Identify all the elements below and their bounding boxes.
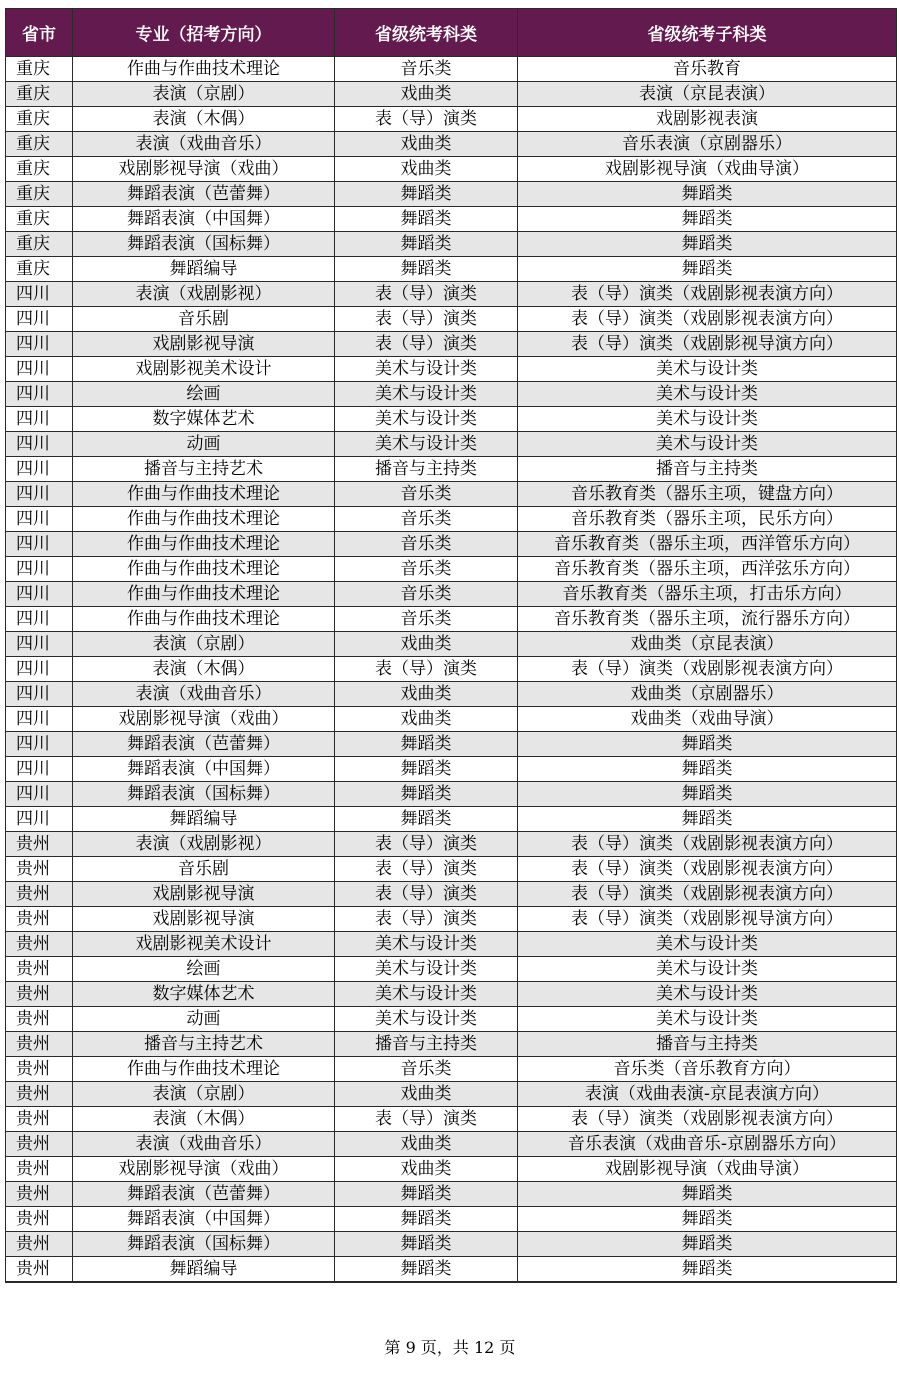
cell-province: 贵州: [6, 1182, 73, 1207]
cell-exam-subcategory: 戏曲类（京剧器乐）: [518, 682, 897, 707]
cell-exam-category: 戏曲类: [335, 82, 518, 107]
cell-exam-category: 舞蹈类: [335, 257, 518, 282]
cell-exam-subcategory: 表（导）演类（戏剧影视表演方向）: [518, 882, 897, 907]
cell-exam-subcategory: 音乐类（音乐教育方向）: [518, 1057, 897, 1082]
cell-major: 舞蹈表演（国标舞）: [73, 1232, 335, 1257]
cell-major: 戏剧影视美术设计: [73, 357, 335, 382]
cell-province: 贵州: [6, 1257, 73, 1283]
cell-province: 四川: [6, 782, 73, 807]
cell-exam-subcategory: 音乐教育类（器乐主项，流行器乐方向）: [518, 607, 897, 632]
cell-province: 四川: [6, 382, 73, 407]
cell-province: 重庆: [6, 232, 73, 257]
table-row: [6, 57, 897, 82]
cell-exam-subcategory: 戏曲类（戏曲导演）: [518, 707, 897, 732]
cell-major: 戏剧影视美术设计: [73, 932, 335, 957]
cell-exam-category: 表（导）演类: [335, 832, 518, 857]
cell-province: 重庆: [6, 132, 73, 157]
cell-exam-category: 表（导）演类: [335, 1107, 518, 1132]
cell-exam-subcategory: 舞蹈类: [518, 182, 897, 207]
table-row: [6, 1107, 897, 1132]
cell-major: 戏剧影视导演: [73, 882, 335, 907]
table-row: [6, 682, 897, 707]
cell-exam-category: 音乐类: [335, 607, 518, 632]
table-row: [6, 607, 897, 632]
cell-major: 作曲与作曲技术理论: [73, 532, 335, 557]
table-row: [6, 207, 897, 232]
cell-exam-subcategory: 表（导）演类（戏剧影视表演方向）: [518, 307, 897, 332]
cell-exam-subcategory: 舞蹈类: [518, 757, 897, 782]
cell-exam-category: 戏曲类: [335, 707, 518, 732]
cell-province: 重庆: [6, 57, 73, 82]
cell-province: 四川: [6, 532, 73, 557]
cell-province: 贵州: [6, 907, 73, 932]
cell-exam-subcategory: 表（导）演类（戏剧影视导演方向）: [518, 907, 897, 932]
cell-province: 贵州: [6, 857, 73, 882]
cell-major: 舞蹈表演（芭蕾舞）: [73, 182, 335, 207]
table-row: [6, 82, 897, 107]
cell-exam-category: 舞蹈类: [335, 182, 518, 207]
cell-exam-subcategory: 表（导）演类（戏剧影视表演方向）: [518, 282, 897, 307]
header-province: 省市: [6, 9, 73, 57]
cell-major: 表演（京剧）: [73, 1082, 335, 1107]
cell-major: 音乐剧: [73, 857, 335, 882]
cell-exam-category: 表（导）演类: [335, 307, 518, 332]
cell-exam-category: 音乐类: [335, 532, 518, 557]
cell-province: 贵州: [6, 982, 73, 1007]
table-row: [6, 257, 897, 282]
cell-exam-category: 音乐类: [335, 507, 518, 532]
cell-exam-subcategory: 美术与设计类: [518, 957, 897, 982]
cell-province: 贵州: [6, 882, 73, 907]
cell-major: 播音与主持艺术: [73, 1032, 335, 1057]
cell-exam-subcategory: 戏剧影视表演: [518, 107, 897, 132]
cell-province: 四川: [6, 482, 73, 507]
cell-exam-subcategory: 美术与设计类: [518, 407, 897, 432]
cell-province: 贵州: [6, 1032, 73, 1057]
cell-exam-category: 舞蹈类: [335, 757, 518, 782]
cell-major: 舞蹈表演（国标舞）: [73, 782, 335, 807]
cell-exam-subcategory: 音乐教育类（器乐主项，打击乐方向）: [518, 582, 897, 607]
table-row: [6, 432, 897, 457]
table-row: [6, 907, 897, 932]
table-row: [6, 332, 897, 357]
cell-province: 四川: [6, 657, 73, 682]
table-row: [6, 182, 897, 207]
cell-province: 贵州: [6, 957, 73, 982]
cell-province: 四川: [6, 507, 73, 532]
table-row: [6, 1232, 897, 1257]
cell-exam-subcategory: 音乐教育: [518, 57, 897, 82]
cell-province: 四川: [6, 282, 73, 307]
table-row: [6, 807, 897, 832]
cell-province: 四川: [6, 582, 73, 607]
cell-exam-category: 表（导）演类: [335, 107, 518, 132]
cell-exam-subcategory: 表演（戏曲表演-京昆表演方向）: [518, 1082, 897, 1107]
cell-exam-category: 戏曲类: [335, 1132, 518, 1157]
cell-exam-category: 播音与主持类: [335, 457, 518, 482]
cell-major: 表演（戏曲音乐）: [73, 682, 335, 707]
cell-exam-category: 舞蹈类: [335, 232, 518, 257]
cell-exam-category: 舞蹈类: [335, 807, 518, 832]
cell-major: 作曲与作曲技术理论: [73, 482, 335, 507]
cell-exam-category: 舞蹈类: [335, 1207, 518, 1232]
table-row: [6, 457, 897, 482]
table-row: [6, 1157, 897, 1182]
table-row: [6, 757, 897, 782]
cell-major: 舞蹈表演（中国舞）: [73, 1207, 335, 1232]
cell-province: 贵州: [6, 1207, 73, 1232]
cell-major: 表演（京剧）: [73, 82, 335, 107]
cell-major: 舞蹈表演（芭蕾舞）: [73, 1182, 335, 1207]
cell-province: 四川: [6, 432, 73, 457]
table-row: [6, 132, 897, 157]
cell-province: 贵州: [6, 1082, 73, 1107]
cell-exam-subcategory: 舞蹈类: [518, 232, 897, 257]
cell-exam-category: 表（导）演类: [335, 857, 518, 882]
cell-major: 表演（戏剧影视）: [73, 832, 335, 857]
cell-province: 贵州: [6, 1057, 73, 1082]
cell-exam-category: 舞蹈类: [335, 1182, 518, 1207]
cell-exam-subcategory: 舞蹈类: [518, 1182, 897, 1207]
cell-major: 戏剧影视导演（戏曲）: [73, 707, 335, 732]
table-row: [6, 357, 897, 382]
cell-province: 四川: [6, 682, 73, 707]
cell-province: 四川: [6, 757, 73, 782]
cell-province: 贵州: [6, 1132, 73, 1157]
cell-province: 重庆: [6, 157, 73, 182]
cell-province: 重庆: [6, 257, 73, 282]
cell-exam-subcategory: 舞蹈类: [518, 1207, 897, 1232]
table-row: [6, 1182, 897, 1207]
cell-exam-subcategory: 美术与设计类: [518, 932, 897, 957]
cell-major: 舞蹈表演（中国舞）: [73, 207, 335, 232]
cell-major: 动画: [73, 1007, 335, 1032]
cell-exam-category: 舞蹈类: [335, 782, 518, 807]
cell-major: 音乐剧: [73, 307, 335, 332]
cell-exam-subcategory: 表（导）演类（戏剧影视表演方向）: [518, 657, 897, 682]
table-row: [6, 157, 897, 182]
cell-province: 四川: [6, 807, 73, 832]
cell-province: 贵州: [6, 932, 73, 957]
cell-major: 动画: [73, 432, 335, 457]
cell-exam-category: 舞蹈类: [335, 1257, 518, 1283]
admissions-table: [5, 8, 897, 1283]
table-row: [6, 1132, 897, 1157]
cell-exam-subcategory: 音乐教育类（器乐主项，西洋弦乐方向）: [518, 557, 897, 582]
cell-major: 作曲与作曲技术理论: [73, 557, 335, 582]
cell-major: 表演（戏剧影视）: [73, 282, 335, 307]
cell-major: 舞蹈编导: [73, 807, 335, 832]
cell-exam-category: 戏曲类: [335, 1157, 518, 1182]
cell-exam-category: 美术与设计类: [335, 357, 518, 382]
table-row: [6, 857, 897, 882]
cell-exam-subcategory: 音乐教育类（器乐主项，键盘方向）: [518, 482, 897, 507]
table-row: [6, 507, 897, 532]
table-row: [6, 1007, 897, 1032]
cell-exam-subcategory: 播音与主持类: [518, 1032, 897, 1057]
table-row: [6, 582, 897, 607]
cell-exam-subcategory: 表（导）演类（戏剧影视表演方向）: [518, 1107, 897, 1132]
cell-exam-subcategory: 舞蹈类: [518, 207, 897, 232]
cell-exam-category: 美术与设计类: [335, 407, 518, 432]
cell-major: 戏剧影视导演: [73, 907, 335, 932]
cell-exam-subcategory: 舞蹈类: [518, 807, 897, 832]
cell-province: 贵州: [6, 1232, 73, 1257]
cell-exam-category: 表（导）演类: [335, 882, 518, 907]
cell-province: 四川: [6, 632, 73, 657]
cell-major: 作曲与作曲技术理论: [73, 607, 335, 632]
cell-exam-subcategory: 表（导）演类（戏剧影视导演方向）: [518, 332, 897, 357]
cell-major: 表演（木偶）: [73, 107, 335, 132]
cell-exam-category: 音乐类: [335, 557, 518, 582]
cell-exam-subcategory: 音乐表演（京剧器乐）: [518, 132, 897, 157]
cell-exam-category: 戏曲类: [335, 682, 518, 707]
cell-exam-category: 音乐类: [335, 57, 518, 82]
table-row: [6, 657, 897, 682]
page-number: 第 9 页，共 12 页: [384, 1338, 516, 1357]
cell-major: 表演（戏曲音乐）: [73, 1132, 335, 1157]
cell-exam-subcategory: 舞蹈类: [518, 1257, 897, 1283]
cell-exam-subcategory: 舞蹈类: [518, 1232, 897, 1257]
table-row: [6, 282, 897, 307]
cell-exam-category: 表（导）演类: [335, 657, 518, 682]
cell-major: 作曲与作曲技术理论: [73, 582, 335, 607]
cell-major: 舞蹈表演（国标舞）: [73, 232, 335, 257]
table-row: [6, 557, 897, 582]
table-row: [6, 1057, 897, 1082]
cell-province: 四川: [6, 457, 73, 482]
cell-province: 四川: [6, 357, 73, 382]
cell-province: 四川: [6, 407, 73, 432]
cell-major: 舞蹈编导: [73, 257, 335, 282]
cell-major: 表演（京剧）: [73, 632, 335, 657]
header-major: 专业（招考方向）: [73, 9, 335, 57]
table-row: [6, 832, 897, 857]
cell-exam-subcategory: 表（导）演类（戏剧影视表演方向）: [518, 857, 897, 882]
cell-province: 四川: [6, 332, 73, 357]
cell-province: 贵州: [6, 1157, 73, 1182]
cell-province: 重庆: [6, 182, 73, 207]
cell-exam-category: 戏曲类: [335, 1082, 518, 1107]
cell-exam-subcategory: 表（导）演类（戏剧影视表演方向）: [518, 832, 897, 857]
cell-exam-subcategory: 舞蹈类: [518, 257, 897, 282]
cell-province: 四川: [6, 307, 73, 332]
cell-exam-category: 美术与设计类: [335, 382, 518, 407]
table-row: [6, 732, 897, 757]
cell-province: 贵州: [6, 1107, 73, 1132]
cell-exam-category: 表（导）演类: [335, 907, 518, 932]
cell-exam-category: 戏曲类: [335, 157, 518, 182]
cell-exam-subcategory: 音乐教育类（器乐主项，西洋管乐方向）: [518, 532, 897, 557]
cell-exam-category: 表（导）演类: [335, 282, 518, 307]
table-row: [6, 1082, 897, 1107]
cell-major: 作曲与作曲技术理论: [73, 507, 335, 532]
table-row: [6, 1257, 897, 1283]
cell-major: 表演（戏曲音乐）: [73, 132, 335, 157]
cell-major: 戏剧影视导演（戏曲）: [73, 1157, 335, 1182]
table-row: [6, 782, 897, 807]
cell-exam-subcategory: 音乐表演（戏曲音乐-京剧器乐方向）: [518, 1132, 897, 1157]
cell-exam-category: 美术与设计类: [335, 982, 518, 1007]
cell-major: 舞蹈编导: [73, 1257, 335, 1283]
table-row: [6, 632, 897, 657]
table-row: [6, 532, 897, 557]
cell-province: 重庆: [6, 82, 73, 107]
table-row: [6, 482, 897, 507]
cell-exam-category: 音乐类: [335, 1057, 518, 1082]
cell-exam-subcategory: 舞蹈类: [518, 782, 897, 807]
cell-major: 作曲与作曲技术理论: [73, 57, 335, 82]
cell-exam-subcategory: 美术与设计类: [518, 1007, 897, 1032]
cell-exam-category: 舞蹈类: [335, 1232, 518, 1257]
cell-exam-subcategory: 美术与设计类: [518, 382, 897, 407]
table-body: [6, 57, 897, 1283]
cell-exam-subcategory: 戏剧影视导演（戏曲导演）: [518, 1157, 897, 1182]
table-row: [6, 307, 897, 332]
cell-major: 播音与主持艺术: [73, 457, 335, 482]
cell-major: 舞蹈表演（中国舞）: [73, 757, 335, 782]
table-row: [6, 882, 897, 907]
cell-major: 数字媒体艺术: [73, 407, 335, 432]
cell-exam-category: 美术与设计类: [335, 432, 518, 457]
cell-exam-subcategory: 戏剧影视导演（戏曲导演）: [518, 157, 897, 182]
cell-exam-category: 播音与主持类: [335, 1032, 518, 1057]
cell-major: 数字媒体艺术: [73, 982, 335, 1007]
table-row: [6, 232, 897, 257]
cell-major: 表演（木偶）: [73, 657, 335, 682]
cell-exam-category: 美术与设计类: [335, 957, 518, 982]
cell-exam-subcategory: 美术与设计类: [518, 432, 897, 457]
table-row: [6, 957, 897, 982]
cell-exam-category: 音乐类: [335, 582, 518, 607]
cell-province: 四川: [6, 607, 73, 632]
cell-exam-subcategory: 美术与设计类: [518, 357, 897, 382]
cell-province: 四川: [6, 707, 73, 732]
table-header-row: [6, 9, 897, 57]
cell-major: 作曲与作曲技术理论: [73, 1057, 335, 1082]
header-exam-subcategory: 省级统考子科类: [518, 9, 897, 57]
cell-province: 贵州: [6, 1007, 73, 1032]
cell-province: 重庆: [6, 207, 73, 232]
table-row: [6, 707, 897, 732]
cell-exam-subcategory: 舞蹈类: [518, 732, 897, 757]
cell-exam-subcategory: 播音与主持类: [518, 457, 897, 482]
cell-province: 四川: [6, 732, 73, 757]
cell-exam-category: 音乐类: [335, 482, 518, 507]
cell-major: 绘画: [73, 382, 335, 407]
cell-exam-category: 舞蹈类: [335, 207, 518, 232]
cell-exam-category: 舞蹈类: [335, 732, 518, 757]
header-exam-category: 省级统考科类: [335, 9, 518, 57]
cell-exam-category: 美术与设计类: [335, 1007, 518, 1032]
cell-exam-category: 表（导）演类: [335, 332, 518, 357]
cell-exam-subcategory: 美术与设计类: [518, 982, 897, 1007]
cell-province: 贵州: [6, 832, 73, 857]
cell-exam-subcategory: 音乐教育类（器乐主项，民乐方向）: [518, 507, 897, 532]
cell-major: 舞蹈表演（芭蕾舞）: [73, 732, 335, 757]
cell-exam-category: 戏曲类: [335, 632, 518, 657]
cell-major: 绘画: [73, 957, 335, 982]
cell-province: 四川: [6, 557, 73, 582]
cell-province: 重庆: [6, 107, 73, 132]
table-row: [6, 982, 897, 1007]
cell-major: 戏剧影视导演: [73, 332, 335, 357]
cell-major: 戏剧影视导演（戏曲）: [73, 157, 335, 182]
table-row: [6, 1032, 897, 1057]
table-row: [6, 1207, 897, 1232]
cell-exam-category: 戏曲类: [335, 132, 518, 157]
cell-exam-category: 美术与设计类: [335, 932, 518, 957]
cell-exam-subcategory: 表演（京昆表演）: [518, 82, 897, 107]
cell-major: 表演（木偶）: [73, 1107, 335, 1132]
table-row: [6, 932, 897, 957]
table-row: [6, 382, 897, 407]
table-row: [6, 407, 897, 432]
cell-exam-subcategory: 戏曲类（京昆表演）: [518, 632, 897, 657]
table-row: [6, 107, 897, 132]
